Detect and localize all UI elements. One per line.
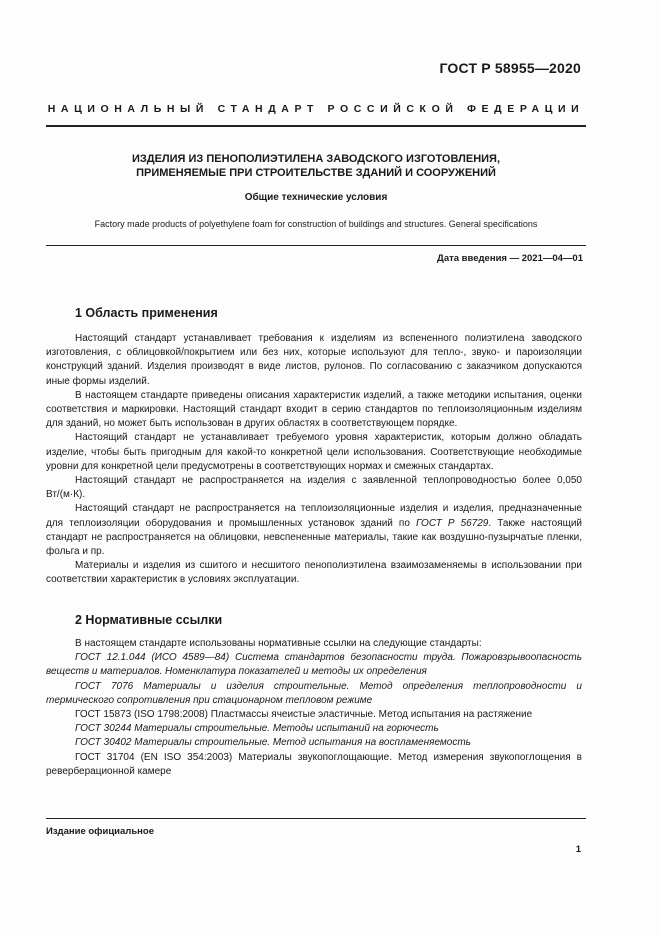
page-number: 1 (575, 844, 581, 855)
paragraph: В настоящем стандарте приведены описания характеристик изделий, а также методики испытания, оценки соответствия и маркировки. Настоящий стандарт входит в серию стандартов по теплоизоляционным изделиям для зданий, но может быть использован в других областях в соответствующем порядке. (46, 389, 582, 430)
section-2-body (46, 637, 582, 779)
paragraph: В настоящем стандарте использованы нормативные ссылки на следующие стандарты: (75, 638, 482, 649)
national-standard-title: НАЦИОНАЛЬНЫЙ СТАНДАРТ РОССИЙСКОЙ ФЕДЕРАЦИИ (47, 103, 585, 115)
paragraph-text: . Также настоящий стандарт не распространяется на облицовки, невспененные материалы, такие как воздушно-пузырчатые пленки, фольга и пр. (46, 517, 582, 558)
header-divider (46, 125, 586, 127)
section-1-heading: 1 Область применения (75, 306, 218, 320)
footer-divider (46, 818, 586, 819)
document-title-line-1: ИЗДЕЛИЯ ИЗ ПЕНОПОЛИЭТИЛЕНА ЗАВОДСКОГО ИЗГОТОВЛЕНИЯ, (131, 153, 501, 165)
reference-item: ГОСТ 31704 (EN ISO 354:2003) Материалы звукопоглощающие. Метод измерения звукопоглощения в реверберационной камере (46, 751, 582, 777)
paragraph: Материалы и изделия из сшитого и несшитого пенополиэтилена взаимозаменяемы в использовании при соответствии характеристик в условиях эксплуатации. (46, 560, 582, 586)
paragraph: Настоящий стандарт не устанавливает требуемого уровня характеристик, которым должно обладать изделие, чтобы быть пригодным для какой-то конкретной цели использования. Соответствующие необходимые уровни для конкретной цели предусмотрены в соответствующих нормах и смежных стандартах. (46, 432, 582, 472)
paragraph: Настоящий стандарт устанавливает требования к изделиям из вспененного полиэтилена заводского изготовления, с облицовкой/покрытием или без них, которые используют для тепло-, звуко- и пароизоляции конструкций зданий. Изделия производят в виде листов, рулонов. По согласованию с заказчиком допускаются иные формы изделий. (46, 333, 582, 387)
standard-reference: ГОСТ Р 56729 (415, 517, 489, 529)
document-title-line-2: ПРИМЕНЯЕМЫЕ ПРИ СТРОИТЕЛЬСТВЕ ЗДАНИЙ И СООРУЖЕНИЙ (136, 167, 496, 179)
standard-code: ГОСТ Р 58955—2020 (439, 60, 581, 76)
reference-item: ГОСТ 12.1.044 (ИСО 4589—84) Система стандартов безопасности труда. Пожаровзрывоопасность веществ и материалов. Номенклатура показателей и методы их определения (46, 652, 582, 678)
section-1-body (46, 332, 582, 588)
paragraph-text: Настоящий стандарт не распространяется на теплоизоляционные изделия и изделия, предназначенные для теплоизоляции оборудования и промышленных установок зданий по (46, 503, 582, 529)
reference-item: ГОСТ 30244 Материалы строительные. Методы испытаний на горючесть (75, 723, 439, 735)
english-title: Factory made products of polyethylene foam for construction of buildings and structures. General specifications (94, 219, 538, 229)
paragraph: Настоящий стандарт не распространяется на изделия с заявленной теплопроводностью более 0,050 Вт/(м·К). (46, 475, 582, 501)
reference-item: ГОСТ 15873 (ISO 1798:2008) Пластмассы ячеистые эластичные. Метод испытания на растяжение (75, 709, 533, 721)
official-edition-label: Издание официальное (46, 826, 154, 837)
reference-item: ГОСТ 7076 Материалы и изделия строительные. Метод определения теплопроводности и термического сопротивления при стационарном тепловом режиме (46, 680, 582, 706)
document-title (46, 152, 586, 180)
title-divider (46, 245, 586, 246)
document-subtitle: Общие технические условия (244, 192, 388, 203)
introduction-date: Дата введения — 2021—04—01 (437, 253, 583, 264)
reference-item: ГОСТ 30402 Материалы строительные. Метод испытания на воспламеняемость (75, 737, 471, 749)
section-2-heading: 2 Нормативные ссылки (75, 613, 223, 627)
paragraph (46, 502, 582, 559)
